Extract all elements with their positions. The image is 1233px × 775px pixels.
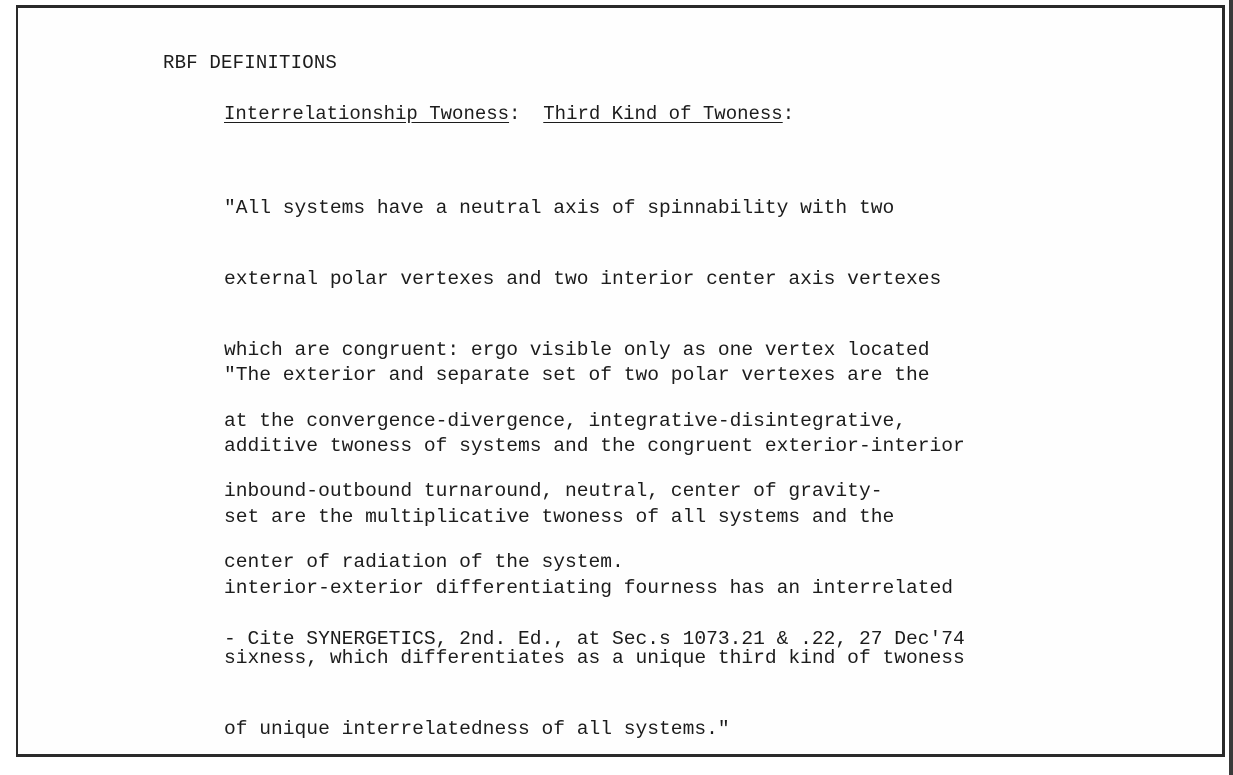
paragraph-line: of unique interrelatedness of all systems." bbox=[224, 718, 730, 741]
page-edge bbox=[1229, 0, 1233, 775]
paragraph-line: set are the multiplicative twoness of all systems and the bbox=[224, 505, 895, 528]
paragraph-line: interior-exterior differentiating fourness has an interrelated bbox=[224, 576, 954, 599]
paragraph-line: "All systems have a neutral axis of spinnability with two bbox=[224, 197, 895, 220]
quote-paragraph-2 bbox=[224, 317, 965, 765]
citation-line: - Cite SYNERGETICS, 2nd. Ed., at Sec.s 1073.21 & .22, 27 Dec'74 bbox=[224, 628, 965, 650]
paragraph-line: center of radiation of the system. bbox=[224, 551, 624, 574]
definition-subterm: Third Kind of Twoness bbox=[543, 103, 783, 125]
paragraph-line: "The exterior and separate set of two polar vertexes are the bbox=[224, 364, 930, 387]
page-title: RBF DEFINITIONS bbox=[163, 52, 338, 74]
definition-term: Interrelationship Twoness bbox=[224, 103, 510, 125]
paragraph-line: external polar vertexes and two interior center axis vertexes bbox=[224, 267, 942, 290]
paragraph-line: sixness, which differentiates as a unique third kind of twoness bbox=[224, 647, 965, 670]
paragraph-line: at the convergence-divergence, integrative-disintegrative, bbox=[224, 409, 906, 432]
heading-separator: : bbox=[509, 103, 544, 125]
paragraph-line: additive twoness of systems and the congruent exterior-interior bbox=[224, 434, 965, 457]
paragraph-line: which are congruent: ergo visible only as one vertex located bbox=[224, 338, 930, 361]
paragraph-line: inbound-outbound turnaround, neutral, center of gravity- bbox=[224, 480, 883, 503]
heading-suffix: : bbox=[782, 103, 795, 125]
definition-heading bbox=[224, 103, 794, 125]
